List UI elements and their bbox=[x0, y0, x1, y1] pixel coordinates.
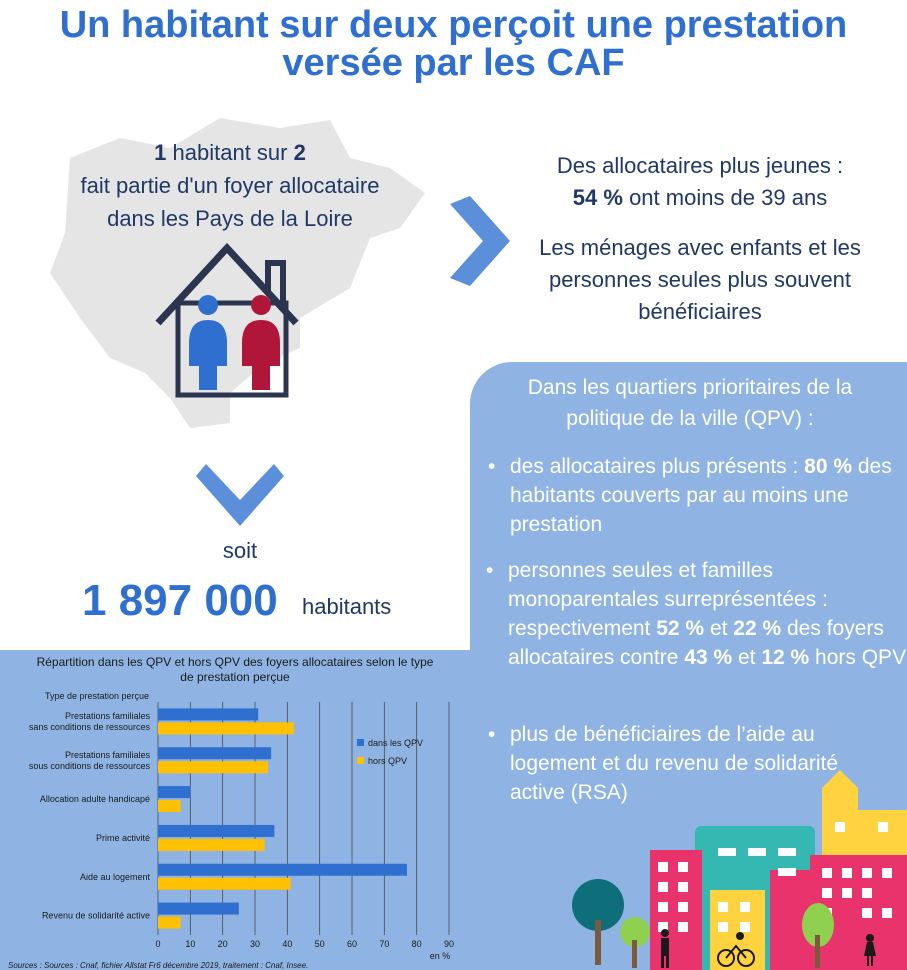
intro-mid: habitant sur bbox=[166, 140, 294, 165]
total-unit: habitants bbox=[302, 594, 392, 619]
soit-label: soit bbox=[222, 538, 258, 563]
category-label: Prestations familiales bbox=[64, 749, 150, 760]
b2-pre: personnes seules et familles monoparentales surreprésentées : respectivement bbox=[508, 559, 828, 640]
x-tick-label: 60 bbox=[346, 939, 358, 949]
young-allocataires bbox=[500, 150, 900, 214]
intro-line-3: dans les Pays de la Loire bbox=[107, 206, 353, 231]
b2-mid: des foyers allocataires contre bbox=[508, 617, 884, 669]
b2-post: hors QPV bbox=[809, 646, 907, 669]
x-tick-label: 30 bbox=[249, 939, 261, 949]
legend-label-hors: hors QPV bbox=[368, 756, 408, 766]
young-line: Des allocataires plus jeunes : bbox=[556, 153, 844, 178]
bullet-dot-icon: • bbox=[486, 559, 494, 582]
category-label: sous conditions de ressources bbox=[28, 760, 150, 771]
chart-category-labels bbox=[29, 711, 151, 921]
chart-category-header: Type de prestation perçue bbox=[45, 691, 150, 701]
young-pct: 54 % bbox=[572, 185, 623, 210]
x-tick-label: 20 bbox=[217, 939, 228, 949]
qpv-bullet-1 bbox=[488, 452, 900, 539]
x-tick-label: 10 bbox=[185, 939, 196, 949]
bar-qpv-4 bbox=[158, 864, 407, 876]
chart-title-line-2: de prestation perçue bbox=[180, 670, 290, 684]
x-tick-label: 50 bbox=[314, 939, 325, 949]
b2-p4: 12 % bbox=[761, 646, 810, 669]
legend-label-qpv: dans les QPV bbox=[368, 738, 424, 748]
chart-x-ticks bbox=[155, 939, 454, 949]
category-label: sans conditions de ressources bbox=[28, 721, 150, 732]
bar-hors-1 bbox=[158, 761, 268, 773]
qpv-heading: Dans les quartiers prioritaires de la politique de la ville (QPV) : bbox=[527, 376, 853, 430]
bar-qpv-2 bbox=[158, 786, 190, 798]
intro-num-two: 2 bbox=[293, 140, 306, 165]
chevron-down-icon bbox=[192, 462, 288, 530]
bar-hors-3 bbox=[158, 839, 265, 851]
page-title: Un habitant sur deux perçoit une prestation versée par les CAF bbox=[59, 4, 848, 84]
b1-pre: des allocataires plus présents : bbox=[510, 455, 805, 478]
intro-line-2: fait partie d'un foyer allocataire bbox=[80, 173, 380, 198]
b2-p2: 22 % bbox=[733, 617, 782, 640]
qpv-bullet-2 bbox=[486, 556, 907, 672]
x-tick-label: 80 bbox=[411, 939, 422, 949]
b1-post: des habitants couverts par au moins une prestation bbox=[510, 455, 892, 536]
b2-and2: et bbox=[732, 646, 762, 669]
category-label: Revenu de solidarité active bbox=[41, 910, 150, 921]
prestation-chart bbox=[0, 650, 470, 970]
category-label: Prime activité bbox=[95, 832, 150, 843]
intro-text bbox=[40, 136, 420, 235]
b2-and1: et bbox=[704, 617, 734, 640]
bar-hors-5 bbox=[158, 917, 181, 929]
total-number: 1 897 000 bbox=[82, 576, 278, 625]
bar-qpv-5 bbox=[158, 903, 239, 915]
b2-p3: 43 % bbox=[684, 646, 733, 669]
x-tick-label: 90 bbox=[443, 939, 455, 949]
b1-pct: 80 % bbox=[804, 455, 853, 478]
category-label: Prestations familiales bbox=[64, 710, 150, 721]
chart-title-line-1: Répartition dans les QPV et hors QPV des foyers allocataires selon le type bbox=[36, 655, 434, 669]
bar-hors-4 bbox=[158, 878, 291, 890]
chart-gridlines bbox=[158, 702, 449, 935]
b2-p1: 52 % bbox=[656, 617, 705, 640]
intro-num-one: 1 bbox=[154, 140, 167, 165]
bar-qpv-0 bbox=[158, 708, 258, 720]
bullet-dot-icon: • bbox=[488, 455, 496, 478]
bar-hors-0 bbox=[158, 722, 294, 734]
chart-x-unit: en % bbox=[429, 951, 451, 961]
legend-swatch-hors bbox=[357, 757, 364, 764]
bar-hors-2 bbox=[158, 800, 181, 812]
young-rest: ont moins de 39 ans bbox=[622, 185, 828, 210]
x-tick-label: 40 bbox=[282, 939, 293, 949]
chart-legend bbox=[357, 738, 423, 766]
city-buildings-icon bbox=[560, 770, 907, 970]
bar-qpv-3 bbox=[158, 825, 274, 837]
households-text: Les ménages avec enfants et les personnes seules plus souvent bénéficiaires bbox=[539, 235, 861, 324]
category-label: Allocation adulte handicapé bbox=[39, 794, 150, 805]
x-tick-label: 70 bbox=[379, 939, 390, 949]
category-label: Aide au logement bbox=[79, 871, 150, 882]
b3-text: plus de bénéficiaires de l’aide au logement et du revenu de solidarité active (RSA) bbox=[510, 723, 839, 804]
x-tick-label: 0 bbox=[155, 939, 161, 949]
chart-source: Sources : Sources : Cnaf, fichier Allstat Fr6 décembre 2019, traitement : Cnaf, Insee. bbox=[8, 961, 309, 970]
bullet-dot-icon: • bbox=[488, 723, 496, 746]
legend-swatch-qpv bbox=[357, 739, 364, 746]
bar-qpv-1 bbox=[158, 747, 271, 759]
